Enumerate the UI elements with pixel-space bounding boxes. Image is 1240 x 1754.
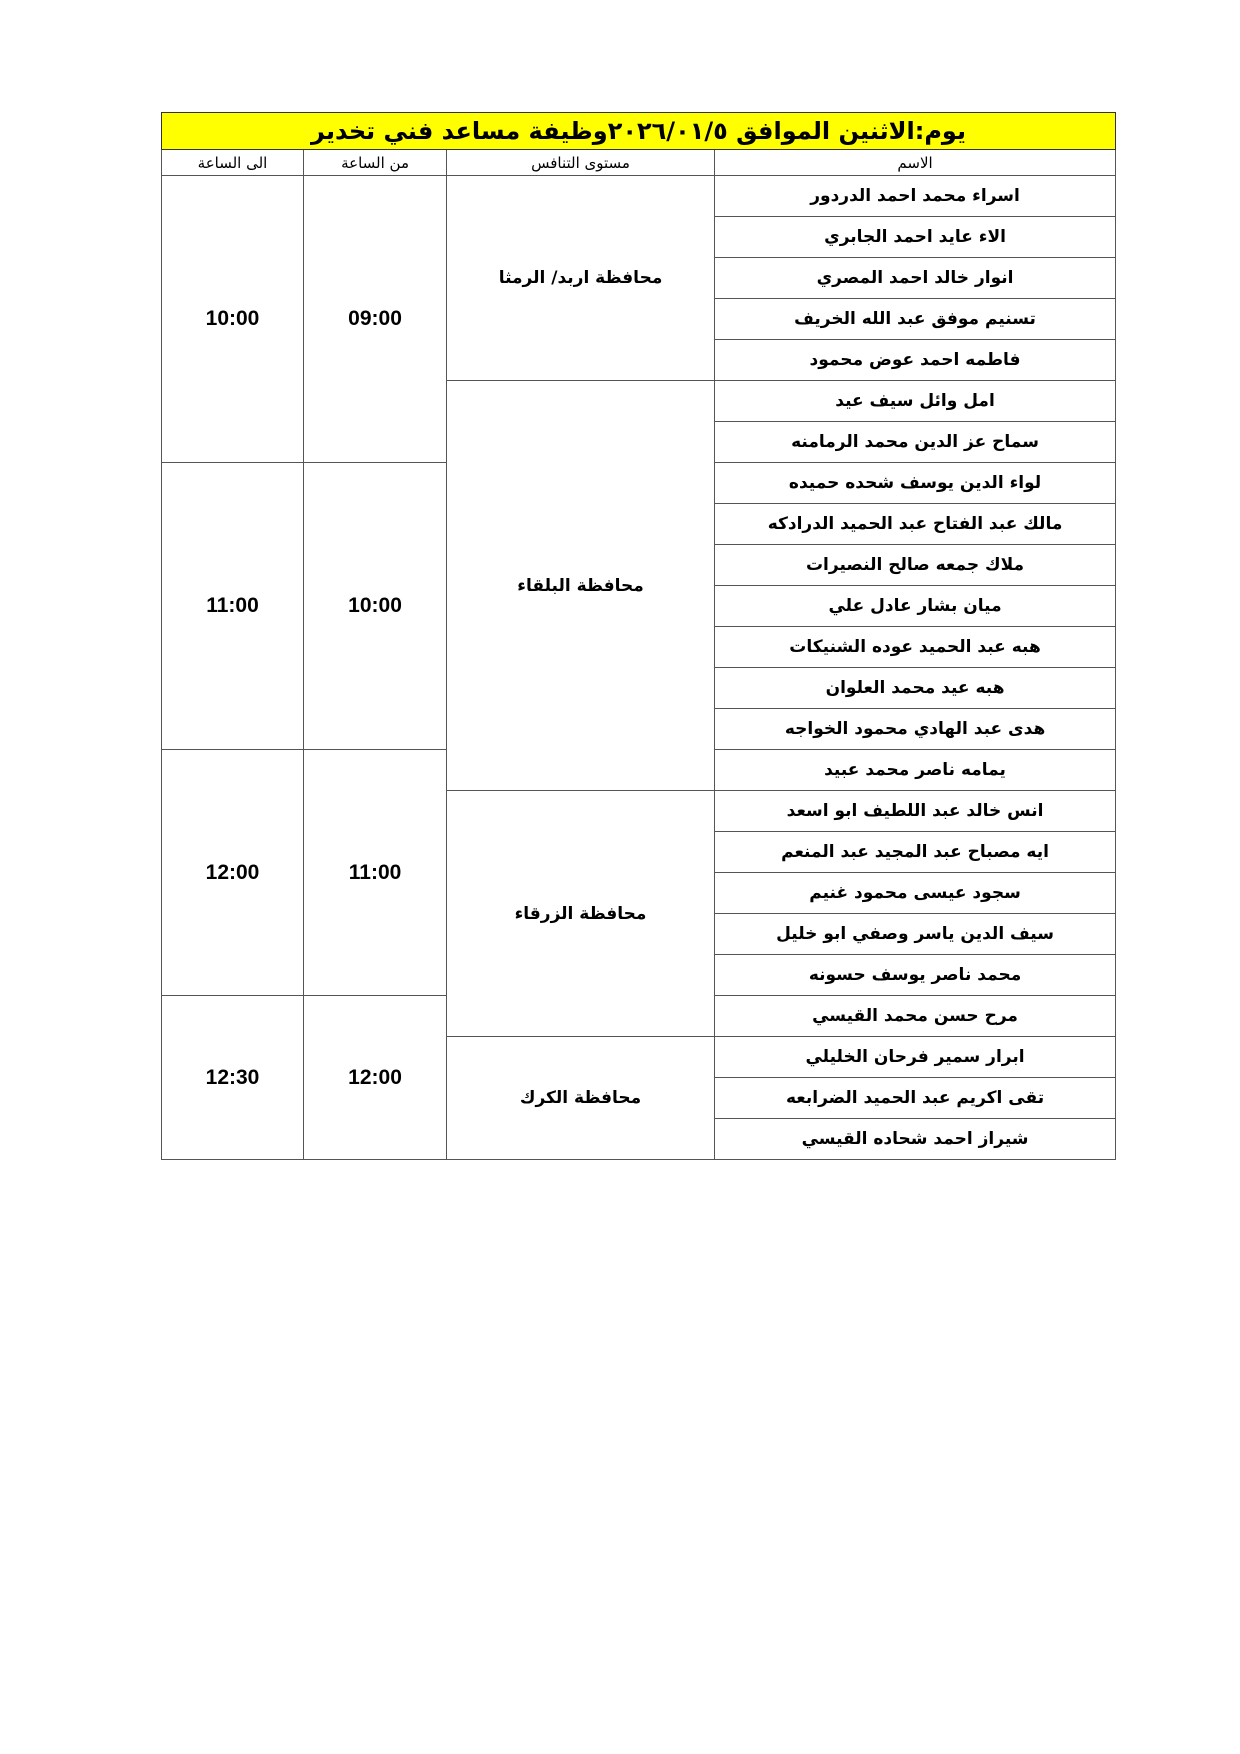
name-cell: ايه مصباح عبد المجيد عبد المنعم: [715, 832, 1116, 873]
name-cell: اسراء محمد احمد الدردور: [715, 176, 1116, 217]
page-title: يوم:الاثنين الموافق ٢٠٢٦/٠١/٥وظيفة مساعد فني تخدير: [162, 113, 1116, 150]
level-cell: محافظة الزرقاء: [447, 791, 715, 1037]
name-cell: هبه عيد محمد العلوان: [715, 668, 1116, 709]
name-cell: شيراز احمد شحاده القيسي: [715, 1119, 1116, 1160]
name-cell: امل وائل سيف عيد: [715, 381, 1116, 422]
name-cell: لواء الدين يوسف شحده حميده: [715, 463, 1116, 504]
to-time-cell: 11:00: [162, 463, 304, 750]
to-time-cell: 12:30: [162, 996, 304, 1160]
title-row: [162, 113, 1116, 150]
schedule-table: [161, 112, 1116, 1160]
name-cell: سجود عيسى محمود غنيم: [715, 873, 1116, 914]
from-time-cell: 10:00: [304, 463, 447, 750]
table-row: [162, 176, 1116, 217]
header-level: مستوى التنافس: [447, 150, 715, 176]
name-cell: ميان بشار عادل علي: [715, 586, 1116, 627]
level-cell: محافظة اربد/ الرمثا: [447, 176, 715, 381]
header-from: من الساعة: [304, 150, 447, 176]
header-name: الاسم: [715, 150, 1116, 176]
name-cell: سماح عز الدين محمد الرمامنه: [715, 422, 1116, 463]
name-cell: مالك عبد الفتاح عبد الحميد الدرادكه: [715, 504, 1116, 545]
name-cell: فاطمه احمد عوض محمود: [715, 340, 1116, 381]
from-time-cell: 09:00: [304, 176, 447, 463]
name-cell: الاء عايد احمد الجابري: [715, 217, 1116, 258]
name-cell: هدى عبد الهادي محمود الخواجه: [715, 709, 1116, 750]
name-cell: محمد ناصر يوسف حسونه: [715, 955, 1116, 996]
name-cell: انس خالد عبد اللطيف ابو اسعد: [715, 791, 1116, 832]
to-time-cell: 12:00: [162, 750, 304, 996]
name-cell: هبه عبد الحميد عوده الشنيكات: [715, 627, 1116, 668]
header-to: الى الساعة: [162, 150, 304, 176]
name-cell: تسنيم موفق عبد الله الخريف: [715, 299, 1116, 340]
name-cell: انوار خالد احمد المصري: [715, 258, 1116, 299]
name-cell: تقى اكريم عبد الحميد الضرابعه: [715, 1078, 1116, 1119]
level-cell: محافظة الكرك: [447, 1037, 715, 1160]
level-cell: محافظة البلقاء: [447, 381, 715, 791]
name-cell: سيف الدين ياسر وصفي ابو خليل: [715, 914, 1116, 955]
from-time-cell: 12:00: [304, 996, 447, 1160]
name-cell: ملاك جمعه صالح النصيرات: [715, 545, 1116, 586]
header-row: [162, 150, 1116, 176]
name-cell: ابرار سمير فرحان الخليلي: [715, 1037, 1116, 1078]
to-time-cell: 10:00: [162, 176, 304, 463]
from-time-cell: 11:00: [304, 750, 447, 996]
name-cell: مرح حسن محمد القيسي: [715, 996, 1116, 1037]
name-cell: يمامه ناصر محمد عبيد: [715, 750, 1116, 791]
